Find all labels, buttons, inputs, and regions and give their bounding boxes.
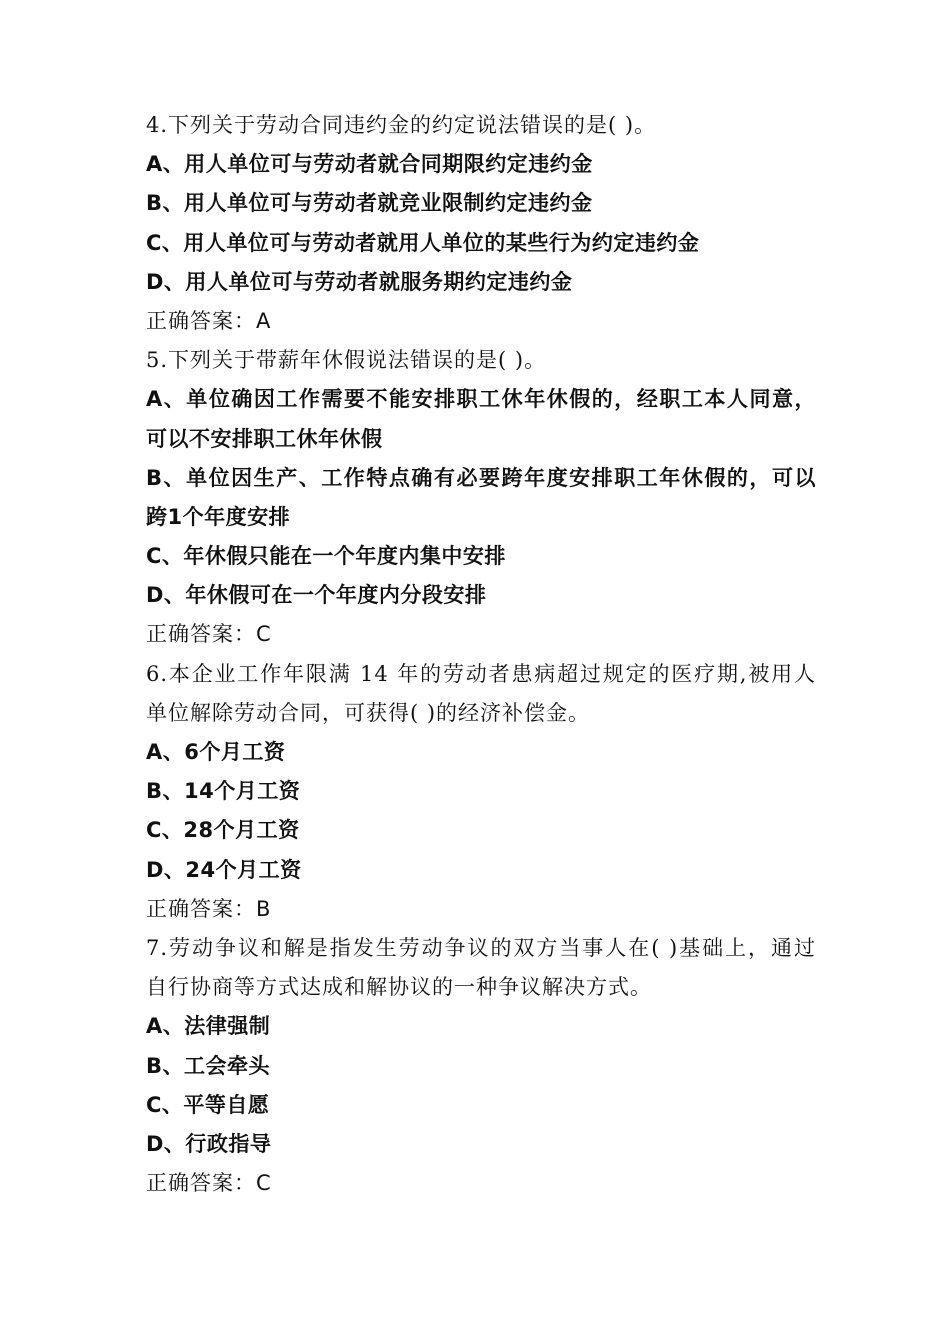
- option-d: D、24个月工资: [146, 857, 302, 882]
- question-stem: 4.下列关于劳动合同违约金的约定说法错误的是( )。: [146, 113, 657, 137]
- question-block: [146, 341, 816, 655]
- question-stem: 5.下列关于带薪年休假说法错误的是( )。: [146, 348, 547, 373]
- question-stem-continued: 自行协商等方式达成和解协议的一种争议解决方式。: [146, 975, 652, 1000]
- option-a-continued: 可以不安排职工休年休假: [146, 426, 383, 451]
- correct-answer: 正确答案：A: [146, 308, 272, 333]
- option-b: B、用人单位可与劳动者就竞业限制约定违约金: [146, 191, 593, 216]
- option-b: B、单位因生产、工作特点确有必要跨年度安排职工年休假的，可以: [146, 465, 816, 490]
- question-block: [146, 929, 816, 1203]
- question-block: [146, 106, 816, 341]
- option-a: A、单位确因工作需要不能安排职工休年休假的，经职工本人同意，: [146, 387, 816, 412]
- option-a: A、法律强制: [146, 1014, 271, 1039]
- question-stem: 7.劳动争议和解是指发生劳动争议的双方当事人在( )基础上，通过: [146, 935, 816, 960]
- correct-answer: 正确答案：C: [146, 1171, 272, 1196]
- option-b: B、工会牵头: [146, 1053, 271, 1078]
- question-block: [146, 655, 816, 929]
- option-a: A、6个月工资: [146, 740, 286, 764]
- question-stem: 6.本企业工作年限满 14 年的劳动者患病超过规定的医疗期,被用人: [146, 661, 816, 686]
- correct-answer: 正确答案：B: [146, 896, 272, 921]
- document-page: [146, 106, 816, 1203]
- option-b: B、14个月工资: [146, 779, 301, 804]
- option-d: D、用人单位可与劳动者就服务期约定违约金: [146, 269, 573, 294]
- question-stem-continued: 单位解除劳动合同，可获得( )的经济补偿金。: [146, 700, 591, 725]
- option-d: D、行政指导: [146, 1131, 272, 1156]
- option-c: C、28个月工资: [146, 818, 300, 843]
- option-a: A、用人单位可与劳动者就合同期限约定违约金: [146, 152, 593, 177]
- correct-answer: 正确答案：C: [146, 622, 272, 647]
- option-d: D、年休假可在一个年度内分段安排: [146, 583, 487, 608]
- option-c: C、平等自愿: [146, 1092, 270, 1117]
- option-c: C、用人单位可与劳动者就用人单位的某些行为约定违约金: [146, 230, 700, 255]
- option-b-continued: 跨1个年度安排: [146, 504, 291, 529]
- option-c: C、年休假只能在一个年度内集中安排: [146, 544, 506, 569]
